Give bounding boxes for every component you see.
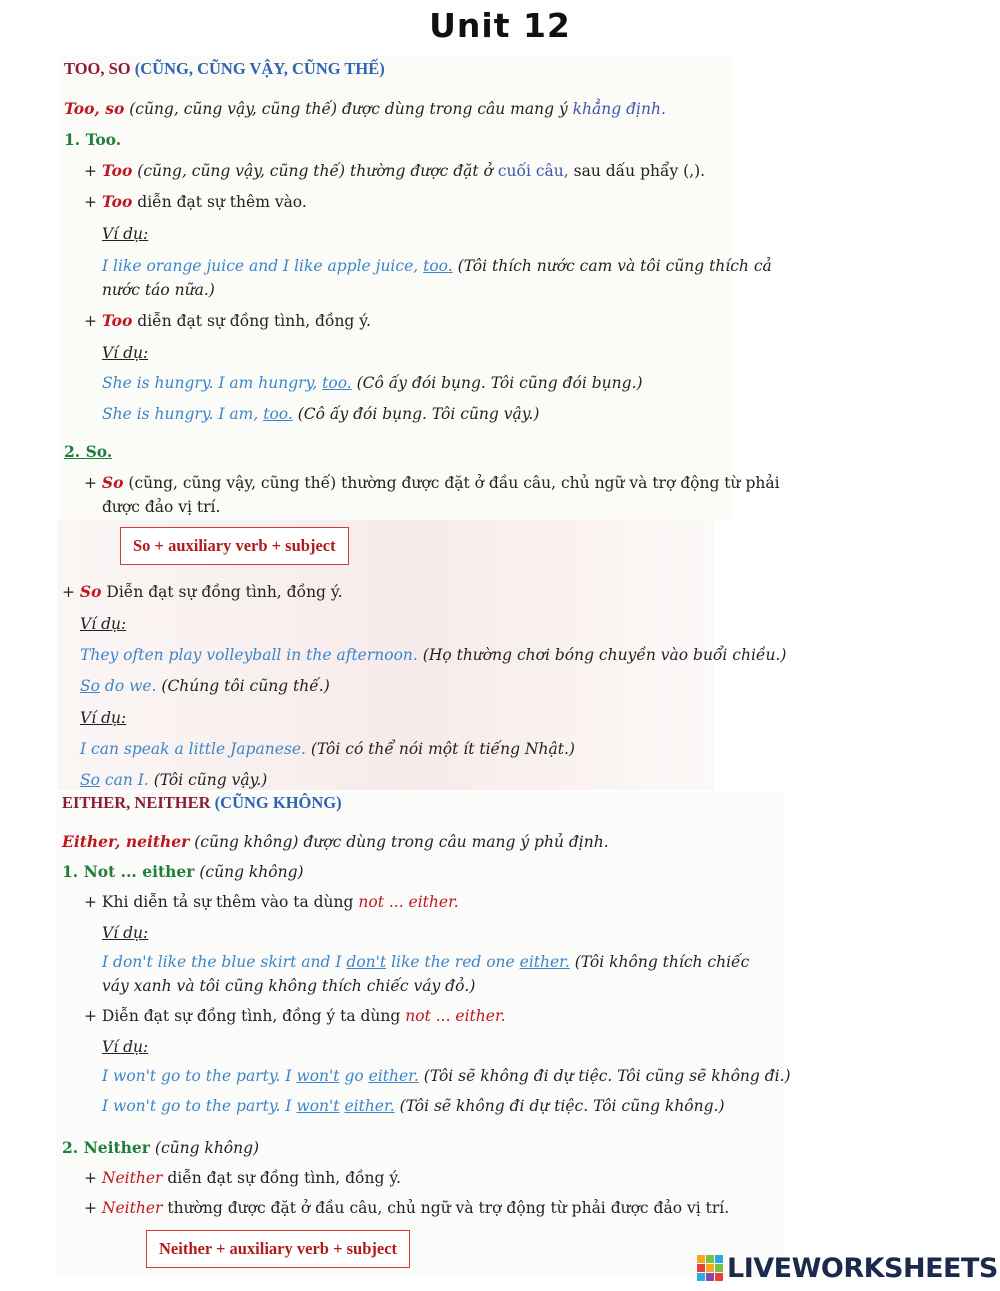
subheading-too: 1. Too. xyxy=(64,130,122,149)
neither-rule-1: + Neither diễn đạt sự đồng tình, đồng ý. xyxy=(84,1169,401,1187)
either-rule-2: + Diễn đạt sự đồng tình, đồng ý ta dùng not ... either. xyxy=(84,1007,506,1025)
subheading-not-either: 1. Not ... either (cũng không) xyxy=(62,862,304,881)
too-rule-1: + Too (cũng, cũng vậy, cũng thế) thường được đặt ở cuối câu, sau dấu phẩy (,). xyxy=(84,161,706,180)
so-example-2-reply: So can I. (Tôi cũng vậy.) xyxy=(80,771,268,789)
too-so-intro: Too, so (cũng, cũng vậy, cũng thế) được dùng trong câu mang ý khẳng định. xyxy=(64,99,666,118)
too-rule-2: + Too diễn đạt sự thêm vào. xyxy=(84,192,307,211)
either-example-1-cont: váy xanh và tôi cũng không thích chiếc váy đỏ.) xyxy=(102,977,476,995)
example-label: Ví dụ: xyxy=(80,615,127,633)
liveworksheets-text: LIVEWORKSHEETS xyxy=(727,1252,998,1284)
liveworksheets-logo-icon xyxy=(697,1255,723,1281)
subheading-neither: 2. Neither (cũng không) xyxy=(62,1138,260,1157)
too-example-1-cont: nước táo nữa.) xyxy=(102,281,215,299)
neither-formula-box: Neither + auxiliary verb + subject xyxy=(146,1230,410,1268)
either-example-1: I don't like the blue skirt and I don't like the red one either. (Tôi không thích chiếc xyxy=(102,953,750,971)
example-label: Ví dụ: xyxy=(102,924,149,942)
subheading-so: 2. So. xyxy=(64,442,113,461)
page-title: Unit 12 xyxy=(429,6,571,45)
example-label: Ví dụ: xyxy=(102,344,149,362)
too-example-1: I like orange juice and I like apple juice, too. (Tôi thích nước cam và tôi cũng thích cả xyxy=(102,257,772,275)
section-heading-either-neither: EITHER, NEITHER (CŨNG KHÔNG) xyxy=(62,793,342,812)
so-example-1: They often play volleyball in the afternoon. (Họ thường chơi bóng chuyền vào buổi chiều.) xyxy=(80,646,787,664)
liveworksheets-watermark xyxy=(697,1251,998,1285)
example-label: Ví dụ: xyxy=(102,1038,149,1056)
too-rule-3: + Too diễn đạt sự đồng tình, đồng ý. xyxy=(84,311,371,330)
either-example-2: I won't go to the party. I won't go either. (Tôi sẽ không đi dự tiệc. Tôi cũng sẽ không đi.) xyxy=(102,1067,791,1085)
either-rule-1: + Khi diễn tả sự thêm vào ta dùng not ... either. xyxy=(84,893,459,911)
either-neither-intro: Either, neither (cũng không) được dùng trong câu mang ý phủ định. xyxy=(62,832,609,851)
so-rule-2: + So Diễn đạt sự đồng tình, đồng ý. xyxy=(62,582,343,601)
so-formula-box: So + auxiliary verb + subject xyxy=(120,527,349,565)
section-heading-too-so: TOO, SO (CŨNG, CŨNG VẬY, CŨNG THẾ) xyxy=(64,59,385,78)
too-example-3: She is hungry. I am, too. (Cô ấy đói bụng. Tôi cũng vậy.) xyxy=(102,405,540,423)
so-example-2: I can speak a little Japanese. (Tôi có thể nói một ít tiếng Nhật.) xyxy=(80,740,575,758)
so-rule-1-cont: được đảo vị trí. xyxy=(102,498,221,516)
example-label: Ví dụ: xyxy=(80,709,127,727)
either-example-3: I won't go to the party. I won't either. (Tôi sẽ không đi dự tiệc. Tôi cũng không.) xyxy=(102,1097,725,1115)
so-example-1-reply: So do we. (Chúng tôi cũng thế.) xyxy=(80,677,330,695)
so-rule-1: + So (cũng, cũng vậy, cũng thế) thường được đặt ở đầu câu, chủ ngữ và trợ động từ phải xyxy=(84,473,780,492)
example-label: Ví dụ: xyxy=(102,225,149,243)
neither-rule-2: + Neither thường được đặt ở đầu câu, chủ ngữ và trợ động từ phải được đảo vị trí. xyxy=(84,1199,730,1217)
too-example-2: She is hungry. I am hungry, too. (Cô ấy đói bụng. Tôi cũng đói bụng.) xyxy=(102,374,643,392)
